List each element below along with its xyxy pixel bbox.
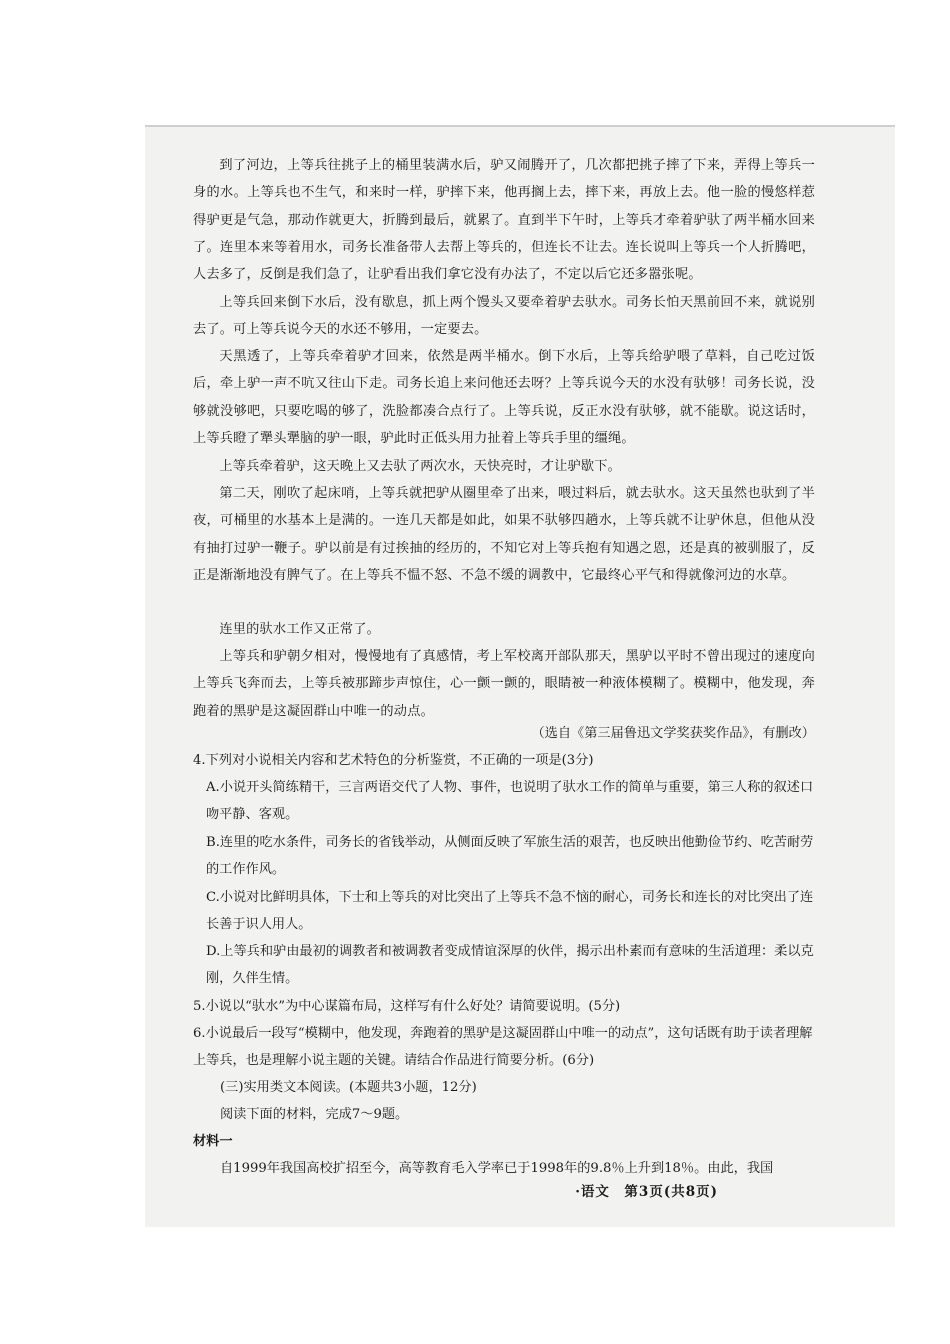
page-footer: ·语文 第3页(共8页) <box>575 1184 718 1200</box>
story-paragraph-1: 到了河边，上等兵往挑子上的桶里装满水后，驴又闹腾开了，几次都把挑子摔了下来，弄得上等兵一身的水。上等兵也不生气，和来时一样，驴摔下来，他再搁上去，摔下来，再放上去。他一脸的慢悠样惹得驴更是气急，那动作就更大，折腾到最后，就累了。直到半下午时，上等兵才牵着驴驮了两半桶水回来了。连里本来等着用水，司务长准备带人去帮上等兵的，但连长不让去。连长说叫上等兵一个人折腾吧，人去多了，反倒是我们急了，让驴看出我们拿它没有办法了，不定以后它还多嚣张呢。 <box>193 158 815 283</box>
question-4: 4.下列对小说相关内容和艺术特色的分析鉴赏，不正确的一项是(3分) <box>193 753 594 768</box>
question-4-option-c: C.小说对比鲜明具体，下士和上等兵的对比突出了上等兵不急不恼的耐心，司务长和连长的对比突出了连长善于识人用人。 <box>206 890 814 932</box>
story-paragraph-4: 上等兵牵着驴，这天晚上又去驮了两次水，天快亮时，才让驴歇下。 <box>219 459 622 474</box>
story-paragraph-5: 第二天，刚吹了起床哨，上等兵就把驴从圈里牵了出来，喂过料后，就去驮水。这天虽然也驮到了半夜，可桶里的水基本上是满的。一连几天都是如此，如果不驮够四趟水，上等兵就不让驴休息，但他从没有抽打过驴一鞭子。驴以前是有过挨抽的经历的，不知它对上等兵抱有知遇之恩，还是真的被驯服了，反正是渐渐地没有脾气了。在上等兵不愠不怒、不急不缓的调教中，它最终心平气和得就像河边的水草。 <box>193 486 815 583</box>
question-4-option-d: D.上等兵和驴由最初的调教者和被调教者变成情谊深厚的伙伴，揭示出朴素而有意味的生活道理：柔以克刚，久伴生情。 <box>206 944 814 986</box>
story-paragraph-7: 上等兵和驴朝夕相对，慢慢地有了真感情，考上军校离开部队那天，黑驴以平时不曾出现过的速度向上等兵飞奔而去，上等兵被那蹄步声惊住，心一颤一颤的，眼睛被一种液体模糊了。模糊中，他发现，奔跑着的黑驴是这凝固群山中唯一的动点。 <box>193 649 815 719</box>
material-text: 自1999年我国高校扩招至今，高等教育毛入学率已于1998年的9.8％上升到18％。由此，我国 <box>220 1161 774 1176</box>
question-4-option-a: A.小说开头简练精干，三言两语交代了人物、事件，也说明了驮水工作的简单与重要，第三人称的叙述口吻平静、客观。 <box>206 780 814 822</box>
story-paragraph-6: 连里的驮水工作又正常了。 <box>219 622 381 637</box>
material-label: 材料一 <box>193 1134 233 1149</box>
story-paragraph-3: 天黑透了，上等兵牵着驴才回来，依然是两半桶水。倒下水后，上等兵给驴喂了草料，自己吃过饭后，牵上驴一声不吭又往山下走。司务长追上来问他还去呀？上等兵说今天的水没有驮够！司务长说，没够就没够吧，只要吃喝的够了，洗脸都凑合点行了。上等兵说，反正水没有驮够，就不能歇。说这话时，上等兵瞪了犟头犟脑的驴一眼，驴此时正低头用力扯着上等兵手里的缰绳。 <box>193 349 815 446</box>
section-title: (三)实用类文本阅读。(本题共3小题，12分) <box>220 1080 477 1095</box>
question-5: 5.小说以“驮水”为中心谋篇布局，这样写有什么好处？请简要说明。(5分) <box>193 999 621 1014</box>
question-6: 6.小说最后一段写“模糊中，他发现，奔跑着的黑驴是这凝固群山中唯一的动点”，这句话既有助于读者理解上等兵，也是理解小说主题的关键。请结合作品进行简要分析。(6分) <box>193 1026 813 1068</box>
source-citation: （选自《第三届鲁迅文学奖获奖作品》，有删改） <box>531 726 815 741</box>
section-instruction: 阅读下面的材料，完成7～9题。 <box>220 1107 409 1122</box>
story-paragraph-2: 上等兵回来倒下水后，没有歇息，抓上两个馒头又要牵着驴去驮水。司务长怕天黑前回不来，就说别去了。可上等兵说今天的水还不够用，一定要去。 <box>193 295 815 338</box>
question-4-option-b: B.连里的吃水条件，司务长的省钱举动，从侧面反映了军旅生活的艰苦，也反映出他勤俭节约、吃苦耐劳的工作作风。 <box>206 835 814 877</box>
